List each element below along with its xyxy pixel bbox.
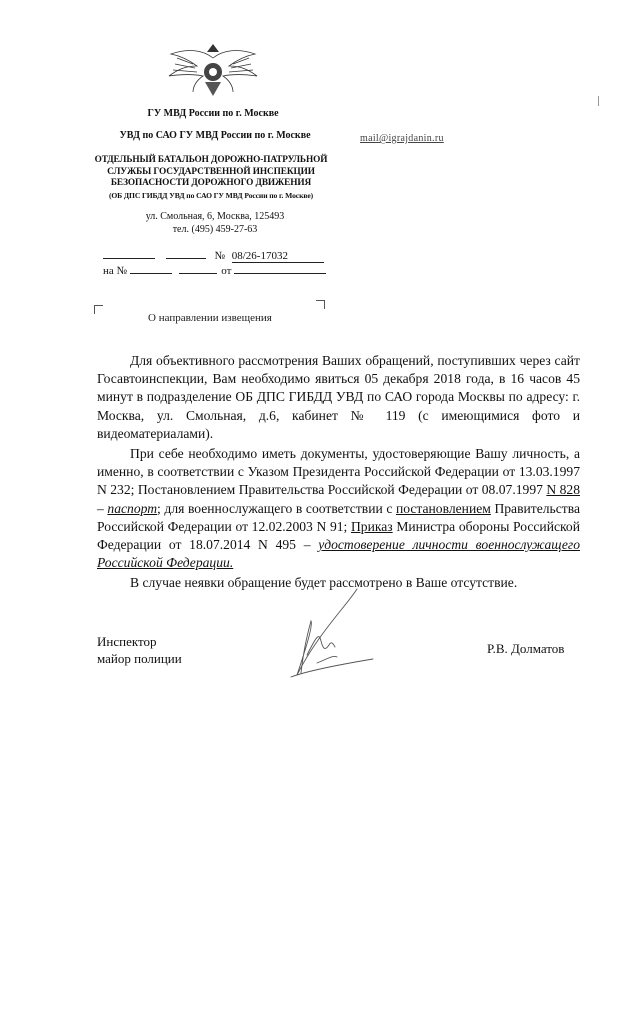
org-line-2: СЛУЖБЫ ГОСУДАРСТВЕННОЙ ИНСПЕКЦИИ xyxy=(107,166,315,177)
subject-corner-right xyxy=(316,300,325,309)
letter-body xyxy=(97,352,580,593)
from-label: от xyxy=(221,265,232,277)
docs-text-c: Правительства Российской Федерации от 12.02.2003 N 91; xyxy=(97,500,580,534)
reply-date-blank xyxy=(234,273,326,274)
number-symbol: № xyxy=(214,250,225,262)
org-line-4: (ОБ ДПС ГИБДД УВД по САО ГУ МВД России по г. Москве) xyxy=(108,190,314,200)
docs-text-d: Министра обороны Российской Федерации от 18.07.2014 N 495 – xyxy=(97,518,580,553)
position-title: Инспектор xyxy=(97,634,157,649)
passport-ref: паспорт xyxy=(107,500,158,516)
signatory-position xyxy=(97,633,182,667)
order-ref: Приказ xyxy=(350,518,393,534)
header-organization xyxy=(76,155,346,201)
signatory-name: Р.В. Долматов xyxy=(487,641,565,656)
org-line-1: ОТДЕЛЬНЫЙ БАТАЛЬОН ДОРОЖНО-ПАТРУЛЬНОЙ xyxy=(94,155,328,165)
registration-number: 08/26-17032 xyxy=(232,250,324,263)
reply-number-blank-2 xyxy=(179,273,217,274)
reply-number-blank xyxy=(130,273,172,274)
paragraph-appointment: Для объективного рассмотрения Ваших обращений, поступивших через сайт Госавтоинспекции, Вам необходимо явиться 05 декабря 2018 года, в 16 часов 45 минут в подразделение ОБ ДПС ГИБДД УВД по САО города Москвы по адресу: г. Москва, ул. Смольная, д.6, кабинет № 119 (с имеющимися фото и видеоматериалами). xyxy=(97,353,580,441)
military-id-ref: удостоверение личности военнослужащего Российской Федерации. xyxy=(97,537,580,571)
org-address: ул. Смольная, 6, Москва, 125493 xyxy=(145,211,285,222)
eagle-emblem-icon xyxy=(163,40,263,100)
docs-dash: – xyxy=(97,500,108,516)
recipient-email[interactable]: mail@igrajdanin.ru xyxy=(360,133,444,144)
docs-text-a: При себе необходимо иметь документы, удостоверяющие Вашу личность, а именно, в соответствии с Указом Президента Российской Федерации от 13.03.1997 N 232; Постановлением Правительства Российской Федерации от 08.07.1997 xyxy=(97,446,580,498)
org-phone: тел. (495) 459-27-63 xyxy=(172,224,258,235)
decree-828-ref: N 828 xyxy=(546,482,580,498)
reply-reference-line xyxy=(103,265,333,277)
org-line-3: БЕЗОПАСНОСТИ ДОРОЖНОГО ДВИЖЕНИЯ xyxy=(110,178,312,188)
letter-subject: О направлении извещения xyxy=(148,312,272,324)
paragraph-absence: В случае неявки обращение будет рассмотрено в Ваше отсутствие. xyxy=(130,575,518,591)
date-blank xyxy=(103,258,155,259)
reply-prefix: на № xyxy=(103,265,128,277)
subject-corner-left xyxy=(94,305,103,314)
org-address-block xyxy=(120,210,310,236)
paragraph-documents xyxy=(97,445,580,572)
handwritten-signature-icon xyxy=(277,585,387,685)
header-department: УВД по САО ГУ МВД России по г. Москве xyxy=(119,130,311,141)
date-blank-2 xyxy=(166,258,206,259)
resolution-ref: постановлением xyxy=(395,500,491,516)
docs-text-b: ; для военнослужащего в соответствии с xyxy=(157,500,396,516)
header-ministry: ГУ МВД России по г. Москве xyxy=(147,108,279,119)
registration-number-line xyxy=(103,250,333,263)
position-rank: майор полиции xyxy=(97,651,182,666)
scan-mark xyxy=(598,96,599,106)
